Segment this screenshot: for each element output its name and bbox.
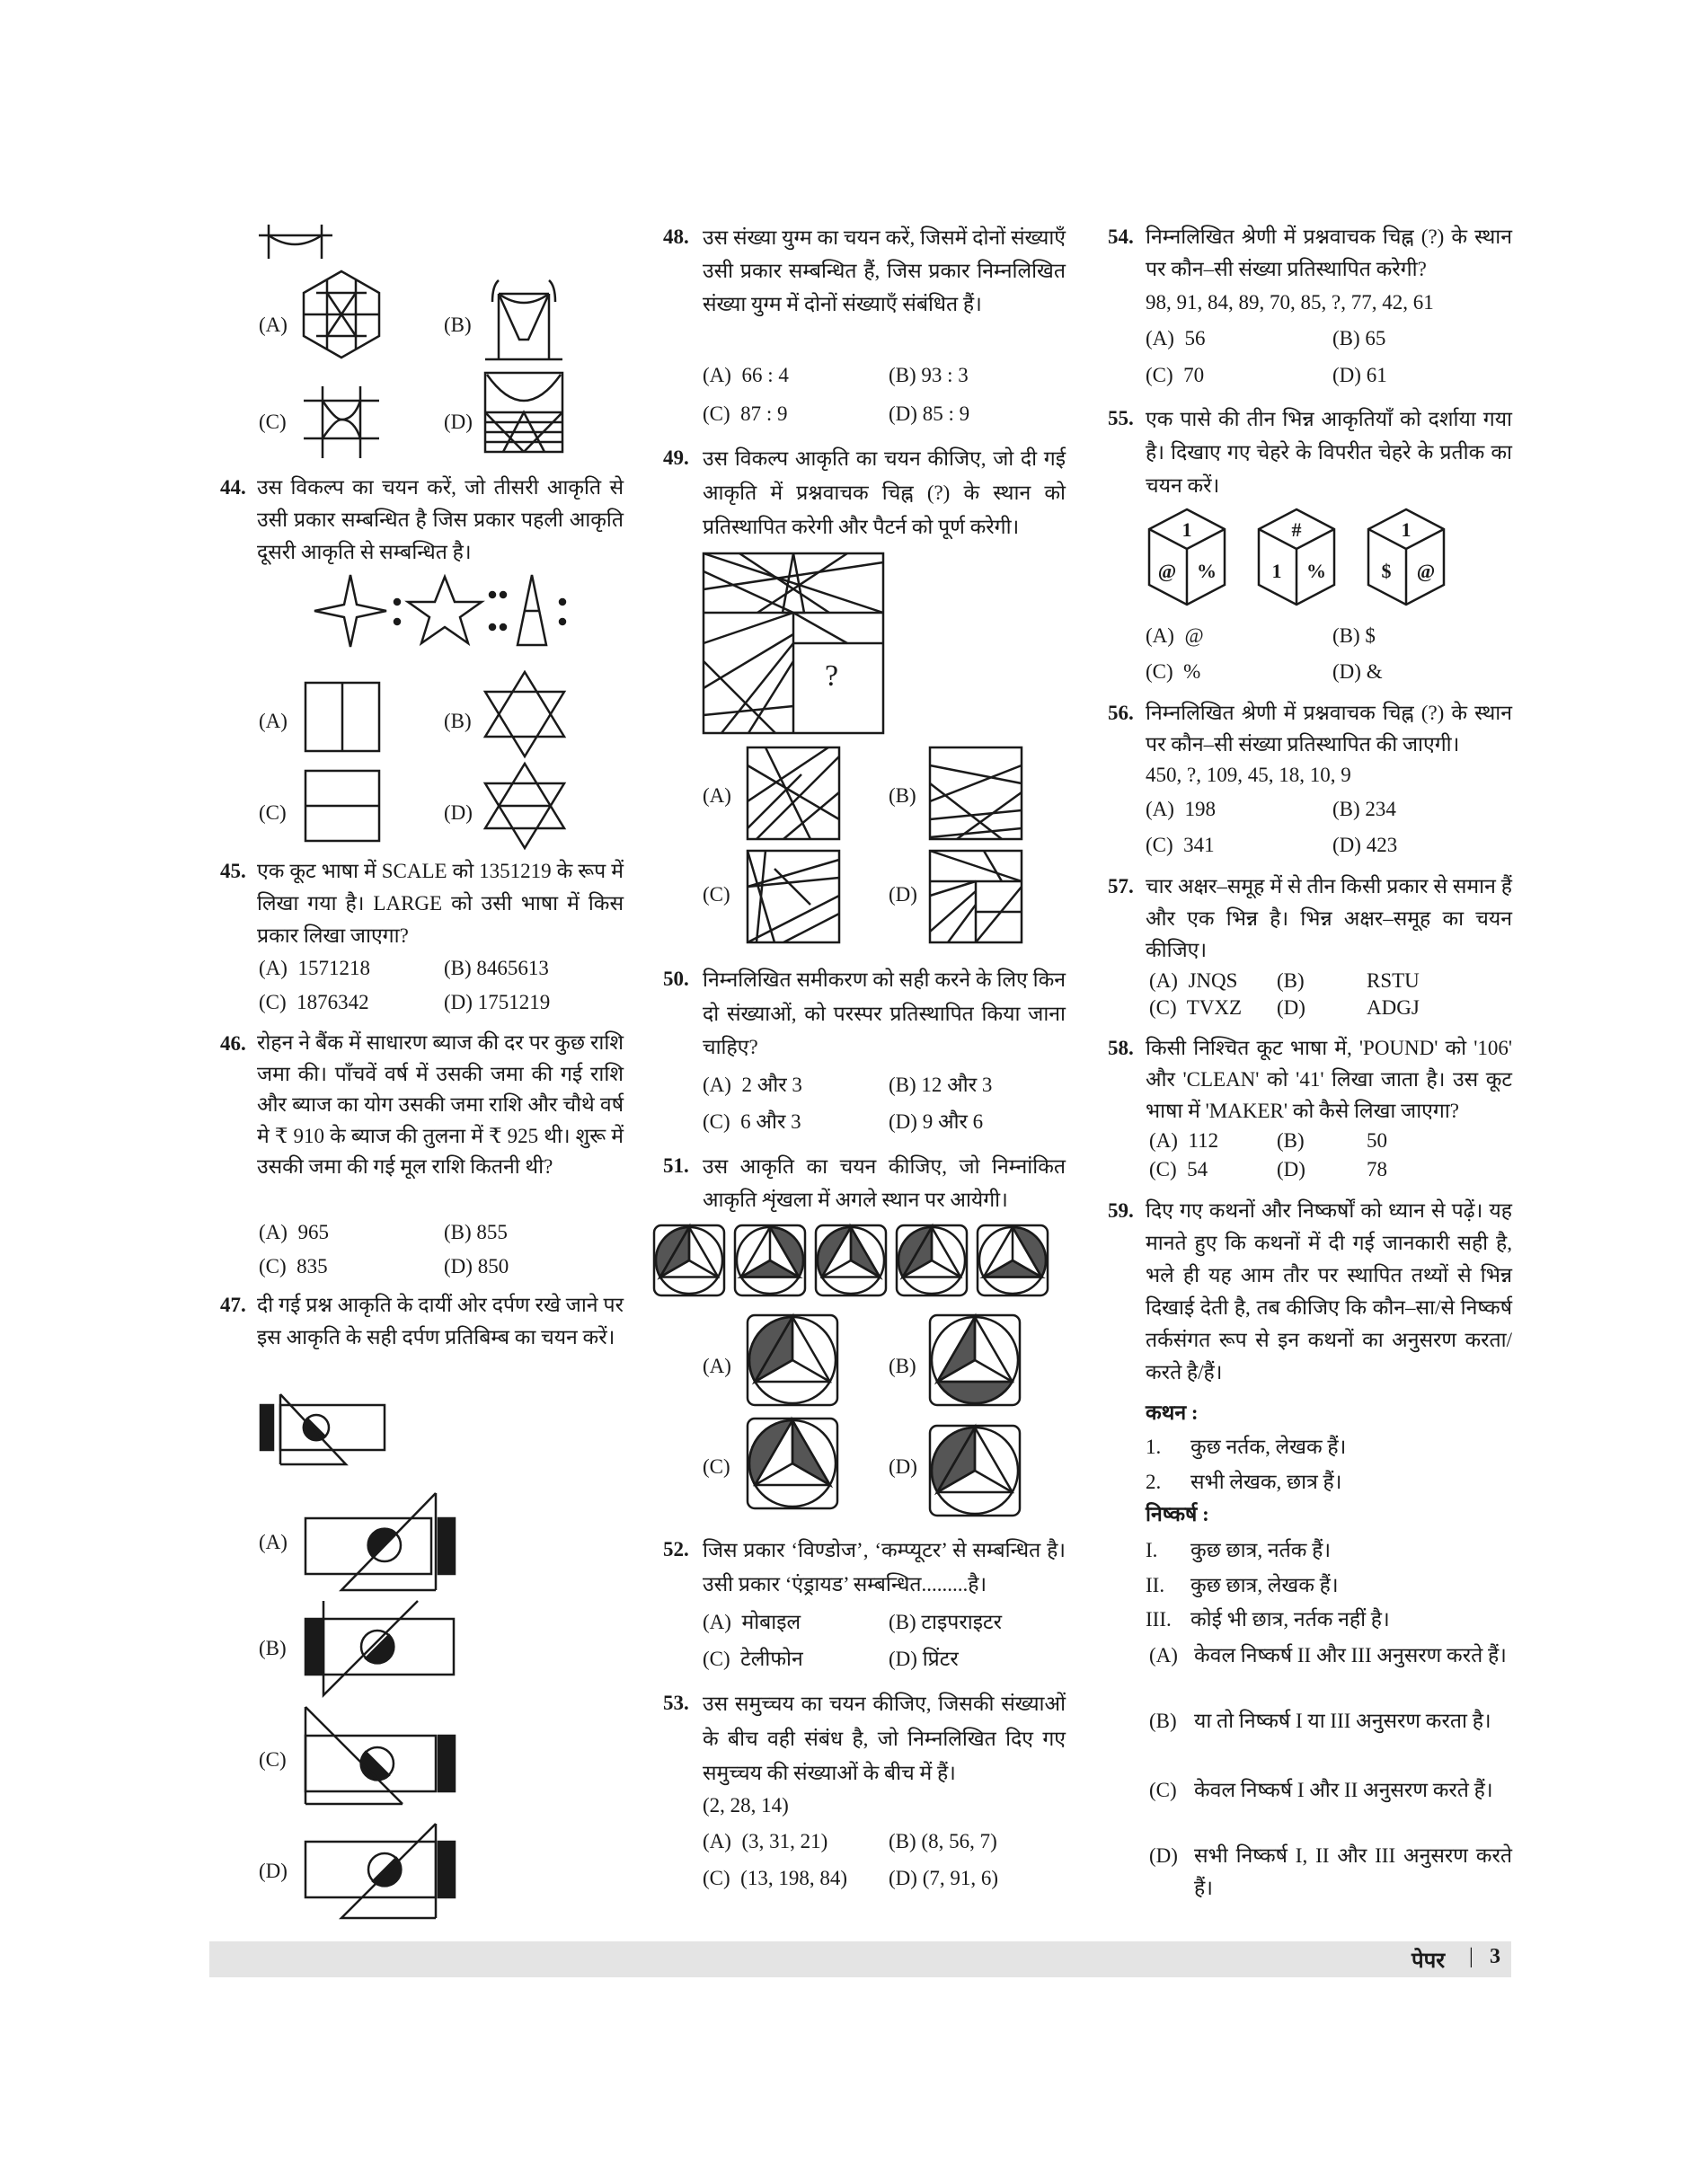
- option-value: 50: [1367, 1129, 1387, 1152]
- option-value: &: [1366, 660, 1383, 683]
- option-value: टाइपराइटर: [921, 1611, 1002, 1633]
- q57-text: चार अक्षर–समूह में से तीन किसी प्रकार से समान हैं और एक भिन्न है। भिन्न अक्षर–समूह का चयन कीजिए।: [1146, 875, 1512, 961]
- q45-option-a[interactable]: [259, 952, 370, 985]
- q49-question-figure: [704, 553, 885, 735]
- q56-number: 56.: [1108, 702, 1134, 724]
- option-label: (C): [703, 1867, 730, 1889]
- option-value: 1876342: [296, 991, 369, 1013]
- option-value: 87 : 9: [740, 402, 788, 425]
- q59-statement-2: [1146, 1466, 1341, 1498]
- option-label: (B): [889, 1611, 916, 1633]
- q55-option-b[interactable]: [1332, 620, 1376, 652]
- q53-option-a[interactable]: [703, 1825, 827, 1858]
- q50-option-c[interactable]: [703, 1106, 801, 1138]
- q51-option-c-figure[interactable]: [748, 1419, 841, 1512]
- q50-text: निम्नलिखित समीकरण को सही करने के लिए किन दो संख्याओं, को परस्पर प्रतिस्थापित किया जाना चाहिए?: [703, 968, 1066, 1058]
- option-value: 61: [1366, 364, 1387, 386]
- q44-option-c-figure[interactable]: [305, 771, 381, 843]
- q46-option-d[interactable]: [444, 1251, 509, 1283]
- q43-option-d-label[interactable]: (D): [444, 411, 473, 433]
- q51-option-a-figure[interactable]: [748, 1315, 841, 1409]
- option-label: (A): [703, 1074, 731, 1096]
- q55-text: एक पासे की तीन भिन्न आकृतियाँ को दर्शाया गया है। दिखाए गए चेहरे के विपरीत चेहरे के प्रतीक का चयन करें।: [1146, 408, 1512, 497]
- option-value: 9 और 6: [922, 1110, 984, 1133]
- q51-series-figure-5: [978, 1225, 1049, 1297]
- q47-number: 47.: [220, 1294, 246, 1316]
- q51-series-figure-2: [735, 1225, 807, 1297]
- option-label: (D): [889, 1110, 917, 1133]
- q59-number: 59.: [1108, 1199, 1134, 1222]
- option-value: 855: [476, 1221, 508, 1243]
- q59-conclusion-1: [1146, 1534, 1331, 1567]
- option-label: (B): [889, 1074, 916, 1096]
- option-label: (A): [1149, 969, 1178, 992]
- option-label: (C): [1149, 996, 1177, 1019]
- q51-option-b-label[interactable]: (B): [889, 1355, 916, 1377]
- q56-series: 450, ?, 109, 45, 18, 10, 9: [1146, 764, 1351, 786]
- q50-number: 50.: [663, 968, 689, 990]
- option-value: या तो निष्कर्ष I या III अनुसरण करता है।: [1194, 1710, 1491, 1732]
- option-label: (A): [703, 1611, 731, 1633]
- option-label: (D): [1332, 364, 1361, 386]
- q53-text: उस समुच्चय का चयन कीजिए, जिसकी संख्याओं के बीच वही संबंध है, जो निम्नलिखित दिए गए समुच्चय की संख्याओं के बीच में हैं।: [703, 1693, 1066, 1784]
- footer-separator: |: [1469, 1945, 1473, 1968]
- option-value: TVXZ: [1186, 996, 1243, 1019]
- option-label: (C): [259, 991, 287, 1013]
- q47-option-d-figure[interactable]: [305, 1824, 458, 1923]
- q57-option-d[interactable]: [1277, 992, 1420, 1024]
- option-label: (C): [1149, 1158, 1177, 1180]
- option-value: JNQS: [1188, 969, 1238, 992]
- q53-option-b[interactable]: [889, 1825, 997, 1858]
- die-face-right: %: [1197, 560, 1217, 582]
- die-face-left: @: [1157, 560, 1177, 582]
- option-label: (D): [1149, 1844, 1178, 1867]
- option-value: 93 : 3: [921, 364, 969, 386]
- die-face-left: 1: [1271, 560, 1282, 582]
- die-face-left: $: [1381, 560, 1392, 582]
- q45-option-c[interactable]: [259, 986, 369, 1019]
- q46-option-a[interactable]: [259, 1216, 329, 1249]
- q45-number: 45.: [220, 860, 246, 882]
- q53-number: 53.: [663, 1692, 689, 1714]
- conclusion-label: II.: [1146, 1574, 1165, 1596]
- option-value: 1571218: [297, 957, 370, 979]
- option-label: (B): [1332, 624, 1360, 647]
- option-label: (A): [1146, 624, 1174, 647]
- option-label: (B): [1332, 327, 1360, 349]
- q43-question-figure: [259, 225, 340, 261]
- die-face-top: #: [1291, 518, 1302, 541]
- option-value: केवल निष्कर्ष I और II अनुसरण करते हैं।: [1194, 1779, 1493, 1801]
- q47-option-c-label[interactable]: (C): [259, 1748, 287, 1771]
- option-value: सभी निष्कर्ष I, II और III अनुसरण करते हैं।: [1194, 1844, 1512, 1899]
- q56-option-c[interactable]: [1146, 829, 1215, 862]
- option-value: 12 और 3: [921, 1074, 993, 1096]
- option-value: मोबाइल: [741, 1611, 801, 1633]
- option-value: 112: [1188, 1129, 1219, 1152]
- q49-option-c-figure[interactable]: [748, 851, 841, 944]
- q46-text: रोहन ने बैंक में साधारण ब्याज की दर पर कुछ राशि जमा की। पाँचवें वर्ष में उसकी जमा की गई राशि और ब्याज का योग उसकी जमा राशि और चौथे वर्ष मे ₹ 910 के ब्याज की तुलना में ₹ 925 थी। शुरू में उसकी जमा की गई मूल राशि कितनी थी?: [257, 1031, 624, 1178]
- statement-text: सभी लेखक, छात्र हैं।: [1190, 1471, 1342, 1493]
- q43-option-a-label[interactable]: (A): [259, 314, 288, 336]
- q52-option-c[interactable]: [703, 1643, 803, 1675]
- die-face-right: @: [1416, 560, 1436, 582]
- q49-option-d-label[interactable]: (D): [889, 883, 917, 906]
- option-value: केवल निष्कर्ष II और III अनुसरण करते हैं।: [1194, 1644, 1507, 1666]
- q44-text: उस विकल्प का चयन करें, जो तीसरी आकृति से उसी प्रकार सम्बन्धित है जिस प्रकार पहली आकृति दूसरी आकृति से सम्बन्धित है।: [257, 476, 624, 563]
- q52-option-b[interactable]: [889, 1606, 1002, 1639]
- option-label: (C): [259, 1255, 287, 1277]
- statement-label: 1.: [1146, 1436, 1162, 1458]
- option-value: 835: [296, 1255, 328, 1277]
- conclusion-text: कोई भी छात्र, नर्तक नहीं है।: [1190, 1608, 1390, 1631]
- option-value: (8, 56, 7): [921, 1830, 997, 1852]
- q47-text: दी गई प्रश्न आकृति के दायीं ओर दर्पण रखे जाने पर इस आकृति के सही दर्पण प्रतिबिम्ब का चयन करें।: [257, 1294, 624, 1348]
- q59-conclusions-heading: निष्कर्ष :: [1146, 1503, 1209, 1525]
- q48-option-a[interactable]: [703, 359, 789, 392]
- q57-option-c[interactable]: [1149, 992, 1242, 1024]
- conclusion-text: कुछ छात्र, लेखक हैं।: [1190, 1574, 1339, 1596]
- q51-series-figure-1: [654, 1225, 726, 1297]
- q51-option-d-label[interactable]: (D): [889, 1455, 917, 1478]
- q58-number: 58.: [1108, 1037, 1134, 1059]
- option-value: RSTU: [1367, 969, 1420, 992]
- q51-series-figure-3: [816, 1225, 888, 1297]
- option-label: (C): [703, 402, 730, 425]
- q58-text: किसी निश्चित कूट भाषा में, 'POUND' को '106' और 'CLEAN' को '41' लिखा जाता है। उस कूट भाषा में 'MAKER' को कैसे लिखा जाएगा?: [1146, 1037, 1512, 1122]
- q48-option-b[interactable]: [889, 359, 969, 392]
- option-label: (A): [259, 957, 288, 979]
- q51-number: 51.: [663, 1154, 689, 1177]
- die-figure-1: [1146, 508, 1228, 608]
- q57-number: 57.: [1108, 875, 1134, 897]
- q52-option-d[interactable]: [889, 1643, 959, 1675]
- q50-option-d[interactable]: [889, 1106, 983, 1138]
- die-face-top: 1: [1181, 518, 1192, 541]
- die-face-right: %: [1306, 560, 1326, 582]
- q49-option-b-figure[interactable]: [930, 747, 1023, 841]
- option-value: प्रिंटर: [922, 1648, 959, 1670]
- option-value: 234: [1365, 798, 1396, 820]
- q51-series-figures: [654, 1225, 1058, 1301]
- option-label: (B): [1277, 969, 1305, 992]
- option-value: @: [1184, 624, 1204, 647]
- die-figure-3: [1365, 508, 1447, 608]
- footer-page-number: 3: [1490, 1945, 1500, 1968]
- q54-option-b[interactable]: [1332, 323, 1385, 355]
- q43-option-a-figure[interactable]: [304, 271, 381, 359]
- q47-question-figure: [261, 1394, 386, 1468]
- option-label: (D): [444, 991, 473, 1013]
- option-label: (D): [1332, 660, 1361, 683]
- option-label: (A): [1149, 1129, 1178, 1152]
- q46-number: 46.: [220, 1032, 246, 1055]
- option-value: 78: [1367, 1158, 1387, 1180]
- q51-option-d-figure[interactable]: [930, 1426, 1023, 1519]
- option-value: 70: [1183, 364, 1205, 386]
- option-value: 850: [477, 1255, 509, 1277]
- option-label: (C): [703, 1648, 730, 1670]
- q44-option-c-label[interactable]: (C): [259, 801, 287, 824]
- option-value: 6 और 3: [740, 1110, 801, 1133]
- q54-option-d[interactable]: [1332, 359, 1387, 392]
- option-label: (D): [889, 402, 917, 425]
- q59-statements-heading: कथन :: [1146, 1401, 1199, 1424]
- q47-option-a-figure[interactable]: [305, 1493, 458, 1592]
- option-label: (A): [703, 1830, 731, 1852]
- conclusion-label: III.: [1146, 1608, 1172, 1631]
- option-value: 54: [1187, 1158, 1208, 1180]
- option-label: (B): [444, 1221, 472, 1243]
- option-value: (3, 31, 21): [741, 1830, 828, 1852]
- q44-option-b-figure[interactable]: [485, 672, 566, 758]
- option-value: 2 और 3: [741, 1074, 802, 1096]
- q58-option-d[interactable]: [1277, 1154, 1387, 1186]
- q50-option-b[interactable]: [889, 1069, 992, 1101]
- die-figure-2: [1255, 508, 1338, 608]
- q46-option-b[interactable]: [444, 1216, 508, 1249]
- q45-option-d[interactable]: [444, 986, 550, 1019]
- q44-option-d-figure[interactable]: [485, 764, 566, 850]
- q44-option-b-label[interactable]: (B): [444, 710, 472, 732]
- q52-option-a[interactable]: [703, 1606, 801, 1639]
- q48-option-c[interactable]: [703, 398, 788, 430]
- q51-option-a-label[interactable]: (A): [703, 1355, 731, 1377]
- q51-text: उस आकृति का चयन कीजिए, जो निम्नांकित आकृति शृंखला में अगले स्थान पर आयेगी।: [703, 1155, 1066, 1211]
- q47-option-b-label[interactable]: (B): [259, 1637, 287, 1659]
- option-label: (A): [1146, 327, 1174, 349]
- option-value: ADGJ: [1367, 996, 1420, 1019]
- option-value: 423: [1366, 834, 1398, 856]
- q49-text: उस विकल्प आकृति का चयन कीजिए, जो दी गई आकृति में प्रश्नवाचक चिह्न (?) के स्थान को प्रतिस्थापित करेगी और पैटर्न को पूर्ण करेगी।: [703, 447, 1066, 538]
- option-label: (D): [889, 1648, 917, 1670]
- option-label: (C): [1146, 834, 1173, 856]
- q49-option-a-label[interactable]: (A): [703, 784, 731, 807]
- option-label: (A): [259, 1221, 288, 1243]
- conclusion-label: I.: [1146, 1539, 1158, 1561]
- q58-option-b[interactable]: [1277, 1125, 1387, 1157]
- option-value: 198: [1184, 798, 1216, 820]
- q47-option-d-label[interactable]: (D): [259, 1860, 288, 1882]
- q46-option-c[interactable]: [259, 1251, 328, 1283]
- option-value: 65: [1365, 327, 1386, 349]
- q51-series-figure-4: [897, 1225, 969, 1297]
- q51-option-c-label[interactable]: (C): [703, 1455, 730, 1478]
- q59-statement-1: [1146, 1431, 1346, 1463]
- q47-option-b-figure[interactable]: [305, 1601, 458, 1700]
- option-label: (A): [1146, 798, 1174, 820]
- option-label: (D): [1277, 996, 1305, 1019]
- q55-option-d[interactable]: [1332, 656, 1383, 688]
- q48-option-d[interactable]: [889, 398, 969, 430]
- option-label: (B): [889, 1830, 916, 1852]
- die-face-top: 1: [1401, 518, 1412, 541]
- option-label: (A): [703, 364, 731, 386]
- q45-text: एक कूट भाषा में SCALE को 1351219 के रूप में लिखा गया है। LARGE को उसी भाषा में किस प्रकार लिखा जाएगा?: [257, 860, 624, 947]
- option-label: (D): [1277, 1158, 1305, 1180]
- option-value: 66 : 4: [741, 364, 789, 386]
- q54-option-c[interactable]: [1146, 359, 1204, 392]
- q55-option-a[interactable]: [1146, 620, 1204, 652]
- option-label: (C): [1146, 364, 1173, 386]
- q43-option-d-figure[interactable]: [485, 373, 566, 454]
- statement-text: कुछ नर्तक, लेखक हैं।: [1190, 1436, 1347, 1458]
- option-label: (D): [1332, 834, 1361, 856]
- q54-number: 54.: [1108, 225, 1134, 248]
- q55-number: 55.: [1108, 407, 1134, 429]
- option-value: (13, 198, 84): [740, 1867, 847, 1889]
- option-label: (B): [444, 957, 472, 979]
- q47-option-a-label[interactable]: (A): [259, 1531, 288, 1553]
- q58-option-c[interactable]: [1149, 1154, 1208, 1186]
- page-footer: [209, 1941, 1511, 1977]
- q54-series: 98, 91, 84, 89, 70, 85, ?, 77, 42, 61: [1146, 291, 1434, 314]
- q43-option-c-label[interactable]: (C): [259, 411, 287, 433]
- option-value: (7, 91, 6): [922, 1867, 999, 1889]
- option-label: (B): [1149, 1710, 1177, 1732]
- option-label: (C): [703, 1110, 730, 1133]
- q44-option-a-figure[interactable]: [305, 683, 381, 753]
- option-value: 8465613: [476, 957, 549, 979]
- q52-number: 52.: [663, 1538, 689, 1560]
- q53-given-set: (2, 28, 14): [703, 1794, 789, 1817]
- q53-option-d[interactable]: [889, 1862, 998, 1895]
- q59-text: दिए गए कथनों और निष्कर्षों को ध्यान से पढ़ें। यह मानते हुए कि कथनों में दी गई जानकारी सही है, भले ही यह आम तौर पर स्थापित तथ्यों से भिन्न दिखाई देती है, तब कीजिए कि कौन–सा/से निष्कर्ष तर्कसंगत रूप से इन कथनों का अनुसरण करता/करते है/हैं।: [1146, 1199, 1512, 1383]
- q49-number: 49.: [663, 446, 689, 469]
- q49-missing-mark: ?: [825, 659, 839, 693]
- q51-option-b-figure[interactable]: [930, 1315, 1023, 1409]
- q56-option-a[interactable]: [1146, 793, 1216, 826]
- q49-option-b-label[interactable]: (B): [889, 784, 916, 807]
- option-label: (B): [889, 364, 916, 386]
- q47-option-c-figure[interactable]: [305, 1707, 458, 1806]
- q43-option-b-label[interactable]: (B): [444, 314, 472, 336]
- q56-option-d[interactable]: [1332, 829, 1397, 862]
- statement-label: 2.: [1146, 1471, 1162, 1493]
- q55-option-c[interactable]: [1146, 656, 1200, 688]
- q44-option-d-label[interactable]: (D): [444, 801, 473, 824]
- option-label: (D): [444, 1255, 473, 1277]
- q44-question-figure: [314, 575, 571, 651]
- q43-option-b-figure[interactable]: [485, 280, 566, 363]
- q44-option-a-label[interactable]: (A): [259, 710, 288, 732]
- conclusion-text: कुछ छात्र, नर्तक हैं।: [1190, 1539, 1332, 1561]
- q49-option-c-label[interactable]: (C): [703, 883, 730, 906]
- q48-text: उस संख्या युग्म का चयन करें, जिसमें दोनों संख्याएँ उसी प्रकार सम्बन्धित हैं, जिस प्रकार निम्नलिखित संख्या युग्म में दोनों संख्याएँ संबंधित हैं।: [703, 226, 1066, 315]
- q49-option-d-figure[interactable]: [930, 851, 1023, 944]
- q56-text: निम्नलिखित श्रेणी में प्रश्नवाचक चिह्न (?) के स्थान पर कौन–सी संख्या प्रतिस्थापित की जाएगी।: [1146, 702, 1512, 756]
- q48-number: 48.: [663, 225, 689, 248]
- q49-option-a-figure[interactable]: [748, 747, 841, 841]
- q56-option-b[interactable]: [1332, 793, 1396, 826]
- option-value: 85 : 9: [922, 402, 970, 425]
- q54-option-a[interactable]: [1146, 323, 1205, 355]
- option-value: %: [1183, 660, 1201, 683]
- option-value: 56: [1184, 327, 1206, 349]
- option-value: 965: [297, 1221, 329, 1243]
- q54-text: निम्नलिखित श्रेणी में प्रश्नवाचक चिह्न (?) के स्थान पर कौन–सी संख्या प्रतिस्थापित करेगी?: [1146, 225, 1512, 280]
- option-value: 341: [1183, 834, 1215, 856]
- option-label: (B): [1277, 1129, 1305, 1152]
- option-label: (D): [889, 1867, 917, 1889]
- option-label: (B): [1332, 798, 1360, 820]
- q59-conclusion-2: [1146, 1569, 1339, 1602]
- option-label: (C): [1146, 660, 1173, 683]
- q45-option-b[interactable]: [444, 952, 549, 985]
- option-value: 1751219: [477, 991, 551, 1013]
- q52-text: जिस प्रकार ‘विण्डोज’, ‘कम्प्यूटर’ से सम्बन्धित है। उसी प्रकार ‘एंड्रायड’ सम्बन्धित.........है।: [703, 1539, 1066, 1596]
- q44-number: 44.: [220, 476, 246, 499]
- q58-option-a[interactable]: [1149, 1125, 1218, 1157]
- q53-option-c[interactable]: [703, 1862, 847, 1895]
- footer-section-label: पेपर: [1412, 1949, 1446, 1973]
- q50-option-a[interactable]: [703, 1069, 802, 1101]
- option-value: टेलीफोन: [740, 1648, 803, 1670]
- option-label: (C): [1149, 1779, 1177, 1801]
- q43-option-c-figure[interactable]: [304, 386, 381, 460]
- q55-dice-figures: [1146, 508, 1451, 608]
- q59-conclusion-3: [1146, 1604, 1390, 1636]
- option-label: (A): [1149, 1644, 1178, 1666]
- option-value: $: [1365, 624, 1376, 647]
